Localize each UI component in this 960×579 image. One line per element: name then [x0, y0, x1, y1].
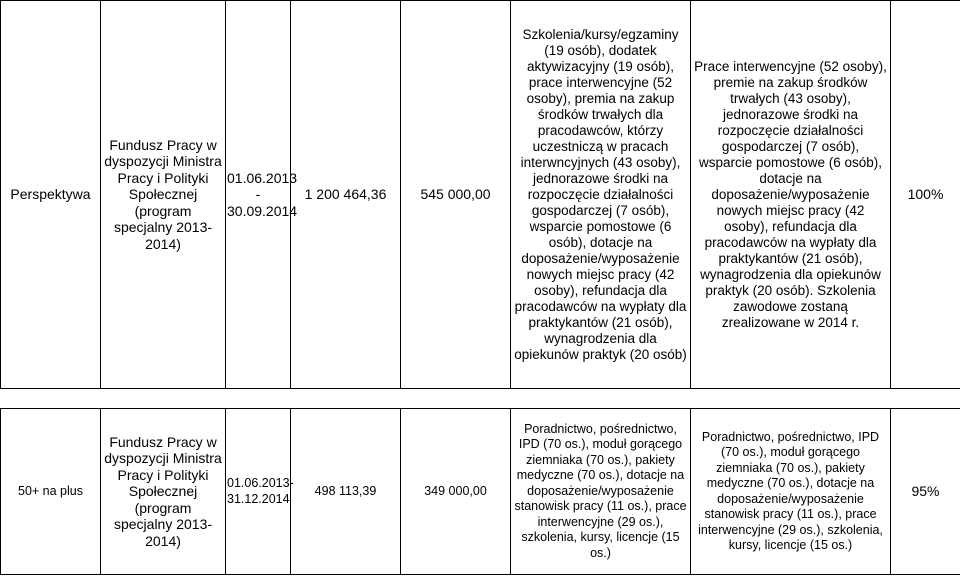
completion-percent-cell: 95% — [891, 409, 960, 575]
total-amount-cell: 498 113,39 — [291, 409, 401, 575]
allocated-amount-cell: 349 000,00 — [401, 409, 511, 575]
total-amount-cell: 1 200 464,36 — [291, 1, 401, 389]
program-name-cell: Perspektywa — [1, 1, 101, 389]
table-gap-row — [1, 389, 960, 409]
funding-source-cell: Fundusz Pracy w dyspozycji Ministra Pracy i Polityki Społecznej (program specjalny 2013-2014) — [101, 1, 226, 389]
completion-percent-cell: 100% — [891, 1, 960, 389]
allocated-amount-cell: 545 000,00 — [401, 1, 511, 389]
funding-source-cell: Fundusz Pracy w dyspozycji Ministra Pracy i Polityki Społecznej (program specjalny 2013-2014) — [101, 409, 226, 575]
realized-activities-cell: Poradnictwo, pośrednictwo, IPD (70 os.), moduł gorącego ziemniaka (70 os.), pakiety medyczne (70 os.), dotacje na doposażenie/wyposażenie stanowisk pracy (11 os.), prace interwencyjne (29 os.), szkolenia, kursy, licencje (15 os.) — [691, 409, 891, 575]
table-row — [1, 1, 960, 389]
planned-activities-cell: Poradnictwo, pośrednictwo, IPD (70 os.), moduł gorącego ziemniaka (70 os.), pakiety medyczne (70 os.), dotacje na doposażenie/wyposażenie stanowisk pracy (11 os.), prace interwencyjne (29 os.), szkolenia, kursy, licencje (15 os.) — [511, 409, 691, 575]
realized-activities-cell: Prace interwencyjne (52 osoby), premie na zakup środków trwałych (43 osoby), jednorazowe środki na rozpoczęcie działalności gospodarczej (7 osób), wsparcie pomostowe (6 osób), dotacje na doposażenie/wyposażenie nowych miejsc pracy (42 osoby), refundacja dla pracodawców na wypłaty dla praktykantów (21 osób), wynagrodzenia dla opiekunów praktyk (20 osób). Szkolenia zawodowe zostaną zrealizowane w 2014 r. — [691, 1, 891, 389]
row-separator — [1, 389, 960, 409]
program-name-cell: 50+ na plus — [1, 409, 101, 575]
period-cell: 01.06.2013 - 30.09.2014 — [226, 1, 291, 389]
table-row — [1, 409, 960, 575]
planned-activities-cell: Szkolenia/kursy/egzaminy (19 osób), dodatek aktywizacyjny (19 osób), prace interwencyjne (52 osoby), premia na zakup środków trwałych dla pracodawców, którzy uczestniczą w pracach interwncyjnych (43 osoby), jednorazowe środki na rozpoczęcie działalności gospodarczej (7 osób), wsparcie pomostowe (6 osób), dotacje na doposażenie/wyposażenie nowych miejsc pracy (42 osoby), refundacja dla pracodawców na wypłaty dla praktykantów (21 osób), wynagrodzenia dla opiekunów praktyk (20 osób) — [511, 1, 691, 389]
period-cell: 01.06.2013- 31.12.2014 — [226, 409, 291, 575]
